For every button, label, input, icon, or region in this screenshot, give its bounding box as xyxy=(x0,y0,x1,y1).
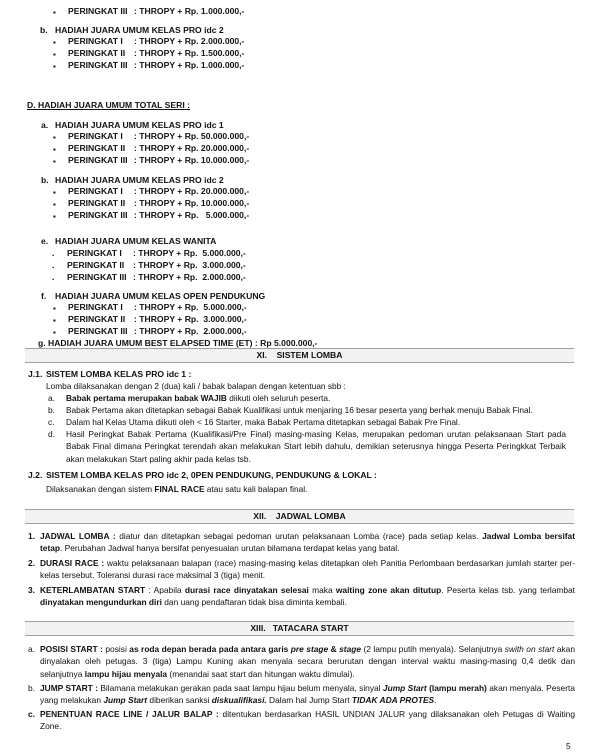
list-marker: 2. xyxy=(28,558,35,568)
list-marker: a. xyxy=(48,393,55,403)
prize-amount: : THROPY + Rp. 20.000.000,- xyxy=(134,186,250,196)
rank-label: PERINGKAT III xyxy=(68,155,128,165)
prize-amount: : THROPY + Rp. 1.000.000,- xyxy=(134,6,245,16)
group-marker: f. xyxy=(41,291,47,301)
bullet-icon: ▪ xyxy=(53,188,56,197)
prize-line xyxy=(67,260,246,271)
prize-amount: : THROPY + Rp. 2.000.000,- xyxy=(134,36,245,46)
group-title: HADIAH JUARA UMUM KELAS WANITA xyxy=(55,236,217,246)
list-marker: 1. xyxy=(28,531,35,541)
rank-label: PERINGKAT I xyxy=(68,302,123,312)
item-bold: durasi race dinyatakan selesai xyxy=(184,585,309,595)
item-text: (menandai saat start dan hitungan waktu dimulai). xyxy=(167,668,355,679)
j2-text xyxy=(46,484,307,495)
item-bold-italic: pre stage xyxy=(290,644,329,654)
item-bold-italic: stage xyxy=(339,644,362,654)
prize-amount: : THROPY + Rp. 50.000.000,- xyxy=(134,131,250,141)
item-bold: lampu hijau menyala xyxy=(84,668,168,679)
item-bold: Jadwal Lomba bersifat tetap xyxy=(40,531,576,554)
page-number: 5 xyxy=(566,741,571,751)
prize-line xyxy=(67,272,246,283)
item-lead: JADWAL LOMBA : xyxy=(40,531,116,541)
rank-label: PERINGKAT III xyxy=(68,60,128,70)
item-text: . Peserta kelas tsb. yang terlambat xyxy=(441,585,575,595)
prize-amount: : THROPY + Rp. 5.000.000,- xyxy=(133,248,246,258)
item-bold: as roda depan berada pada antara garis xyxy=(129,644,291,654)
item-text: ditentukan berdasarkan HASIL UNDIAN JALUR yang dilaksanakan oleh Petugas di Waiting Zone. xyxy=(40,709,575,732)
item-lead: PENENTUAN RACE LINE / JALUR BALAP : xyxy=(40,709,219,719)
bullet-icon: ▪ xyxy=(53,8,56,17)
rank-label: PERINGKAT I xyxy=(67,248,122,258)
item-text: akan dinyalakan oleh petugas. 3 (tiga) Lampu Kuning akan menyala secara berurutan dengan interval waktu masing-masing 0,4 detik dan selanjutnya xyxy=(40,644,575,679)
rank-label: PERINGKAT I xyxy=(68,186,123,196)
bullet-icon: ▪ xyxy=(53,133,56,142)
rank-label: PERINGKAT I xyxy=(68,131,123,141)
prize-amount: : THROPY + Rp. 20.000.000,- xyxy=(134,143,250,153)
item-text: posisi xyxy=(102,644,130,654)
prize-line xyxy=(68,198,249,209)
rank-label: PERINGKAT II xyxy=(67,260,125,270)
prize-amount: : THROPY + Rp. 1.000.000,- xyxy=(134,60,245,70)
item-text: : Apabila xyxy=(145,585,185,595)
prize-amount: : THROPY + Rp. 3.000.000,- xyxy=(134,314,247,324)
best-elapsed-time-prize: g. HADIAH JUARA UMUM BEST ELAPSED TIME (ET) : Rp 5.000.000,- xyxy=(38,338,318,348)
bullet-icon: ▪ xyxy=(53,212,56,221)
prize-line xyxy=(68,314,247,325)
item-bold-italic: TIDAK ADA PROTES xyxy=(351,695,435,706)
item-italic: swith on start xyxy=(504,644,555,654)
j2-marker: J.2. xyxy=(28,470,43,480)
bullet-icon: . xyxy=(52,248,55,258)
item-text: (2 lampu putih menyala). Selanjutnya xyxy=(361,644,505,654)
list-item: Hasil Peringkat Babak Pertama (Kualifikasi/Pre Final) masing-masing Kelas, merupakan pedoman urutan pelaksanaan Start pada Babak Final dimana Peringkat terendah akan melakukan Start lebih dahulu, demikian seterusnya hingga Peserta Peringkkat Terbaik akan melakukan Start paling akhir pada kelas tsb. xyxy=(66,429,566,464)
item-text: diatur dan ditetapkan sebagai pedoman urutan pelaksanaan Lomba (race) pada setiap kelas. xyxy=(115,531,483,541)
prize-amount: : THROPY + Rp. 1.500.000,- xyxy=(134,48,245,58)
item-text: . xyxy=(434,695,437,706)
item-bold-italic: Jump Start xyxy=(382,683,427,693)
list-item xyxy=(40,643,575,680)
item-text: diberikan sanksi xyxy=(147,695,212,706)
item-bold-italic: Jump Start xyxy=(103,695,148,706)
rank-label: PERINGKAT II xyxy=(68,198,126,208)
prize-amount: : THROPY + Rp. 10.000.000,- xyxy=(134,198,250,208)
list-marker: c. xyxy=(48,417,55,427)
rank-label: PERINGKAT II xyxy=(68,48,126,58)
list-item xyxy=(40,708,575,733)
item-bold: (lampu merah) xyxy=(426,683,487,693)
bullet-icon: ▪ xyxy=(53,304,56,313)
bullet-icon: ▪ xyxy=(53,50,56,59)
prize-line xyxy=(68,302,247,313)
list-item xyxy=(40,557,575,582)
rank-label: PERINGKAT III xyxy=(68,6,128,16)
bullet-icon: ▪ xyxy=(53,316,56,325)
item-bold: dinyatakan mengundurkan diri xyxy=(40,597,162,608)
prize-line xyxy=(68,326,247,337)
bullet-icon: ▪ xyxy=(53,62,56,71)
prize-amount: : THROPY + Rp. 3.000.000,- xyxy=(133,260,246,270)
item-text: akan menyala. Peserta yang melakukan xyxy=(40,683,575,706)
j1-title: SISTEM LOMBA KELAS PRO idc 1 : xyxy=(46,369,192,379)
section-header-sistem-lomba: XI. SISTEM LOMBA xyxy=(25,348,574,363)
j2-title: SISTEM LOMBA KELAS PRO idc 2, 0PEN PENDUKUNG, PENDUKUNG & LOKAL : xyxy=(46,470,377,480)
prize-amount: : THROPY + Rp. 2.000.000,- xyxy=(134,326,247,336)
prize-amount: : THROPY + Rp. 5.000.000,- xyxy=(134,302,247,312)
group-title: HADIAH JUARA UMUM KELAS OPEN PENDUKUNG xyxy=(55,291,266,301)
prize-line xyxy=(68,60,244,71)
list-marker: 3. xyxy=(28,585,35,595)
prize-line xyxy=(68,143,249,154)
bullet-icon: . xyxy=(52,272,55,282)
item-text: dan uang pendaftaran tidak bisa diminta kembali. xyxy=(161,597,347,608)
rank-label: PERINGKAT I xyxy=(68,36,123,46)
list-item xyxy=(40,682,575,707)
item-bold: waiting zone akan ditutup xyxy=(335,585,442,595)
group-marker: b. xyxy=(40,25,48,35)
rank-label: PERINGKAT II xyxy=(68,314,126,324)
prize-amount: : THROPY + Rp. 2.000.000,- xyxy=(133,272,246,282)
item-text: . Perubahan Jadwal hanya bersifat penyesuaian urutan bilamana terdapat kelas yang batal. xyxy=(60,543,400,554)
section-d-title-text: D. HADIAH JUARA UMUM TOTAL SERI : xyxy=(27,100,190,110)
prize-line xyxy=(68,36,244,47)
list-marker: a. xyxy=(28,644,35,654)
item-bold-italic: diskualifikasi. xyxy=(211,695,267,706)
item-lead: DURASI RACE : xyxy=(40,558,105,568)
bullet-icon: ▪ xyxy=(53,38,56,47)
list-item: Dalam hal Kelas Utama diikuti oleh < 16 Starter, maka Babak Pertama ditetapkan sebagai Babak Pre Final. xyxy=(66,417,461,427)
list-item xyxy=(40,584,575,609)
item-bold: & xyxy=(328,644,340,654)
list-marker: b. xyxy=(28,683,35,693)
section-d-title xyxy=(27,100,190,111)
group-marker: a. xyxy=(41,120,49,130)
rank-label: PERINGKAT III xyxy=(67,272,127,282)
prize-amount: : THROPY + Rp. 10.000.000,- xyxy=(134,155,250,165)
prize-amount: : THROPY + Rp. 5.000.000,- xyxy=(134,210,250,220)
rank-label: PERINGKAT III xyxy=(68,210,128,220)
section-header-jadwal-lomba: XII. JADWAL LOMBA xyxy=(25,509,574,524)
group-marker: e. xyxy=(41,236,49,246)
list-item-text: diikuti oleh seluruh peserta. xyxy=(226,393,331,403)
bullet-icon: ▪ xyxy=(53,145,56,154)
section-header-tatacara-start: XIII. TATACARA START xyxy=(25,621,574,636)
prize-line xyxy=(68,155,249,166)
group-title: HADIAH JUARA UMUM KELAS PRO idc 2 xyxy=(55,25,224,35)
item-lead: JUMP START : xyxy=(40,683,98,693)
group-title: HADIAH JUARA UMUM KELAS PRO idc 2 xyxy=(55,175,224,185)
prize-line xyxy=(68,48,244,59)
prize-line xyxy=(68,131,249,142)
item-lead: POSISI START : xyxy=(40,644,103,654)
prize-line xyxy=(68,186,249,197)
list-marker: c. xyxy=(28,709,35,719)
item-text: Bilamana melakukan gerakan pada saat lampu hijau belum menyala, sinyal xyxy=(97,683,383,693)
list-item xyxy=(40,530,575,555)
prize-line xyxy=(68,210,249,221)
list-item xyxy=(66,393,330,404)
item-text: Dalam hal Jump Start xyxy=(266,695,352,706)
prize-line xyxy=(68,6,244,17)
bullet-icon: . xyxy=(52,260,55,270)
list-marker: b. xyxy=(48,405,55,415)
bullet-icon: ▪ xyxy=(53,328,56,337)
item-lead: KETERLAMBATAN START xyxy=(40,585,146,595)
bullet-icon: ▪ xyxy=(53,157,56,166)
item-text: waktu pelaksanaan balapan (race) masing-masing kelas ditetapkan oleh Panitia Perlombaan berdasarkan jumlah starter per-kelas tersebut. Toleransi durasi race maksimal 3 (tiga) menit. xyxy=(40,558,575,581)
list-marker: d. xyxy=(48,429,55,439)
rank-label: PERINGKAT III xyxy=(68,326,128,336)
list-item: Babak Pertama akan ditetapkan sebagai Babak Kualifikasi untuk menjaring 16 besar peserta yang berhak menuju Babak Final. xyxy=(66,405,533,415)
item-text: maka xyxy=(308,585,336,595)
j2-text-bold: FINAL RACE xyxy=(154,484,205,494)
j2-text-after: atau satu kali balapan final. xyxy=(204,484,308,494)
list-item-bold: Babak pertama merupakan babak WAJIB xyxy=(66,393,227,403)
j2-text-before: Dilaksanakan dengan sistem xyxy=(46,484,155,494)
j1-intro: Lomba dilaksanakan dengan 2 (dua) kali / babak balapan dengan ketentuan sbb : xyxy=(46,381,346,391)
bullet-icon: ▪ xyxy=(53,200,56,209)
prize-line xyxy=(67,248,246,259)
j1-marker: J.1. xyxy=(28,369,43,379)
rank-label: PERINGKAT II xyxy=(68,143,126,153)
group-marker: b. xyxy=(41,175,49,185)
group-title: HADIAH JUARA UMUM KELAS PRO idc 1 xyxy=(55,120,224,130)
